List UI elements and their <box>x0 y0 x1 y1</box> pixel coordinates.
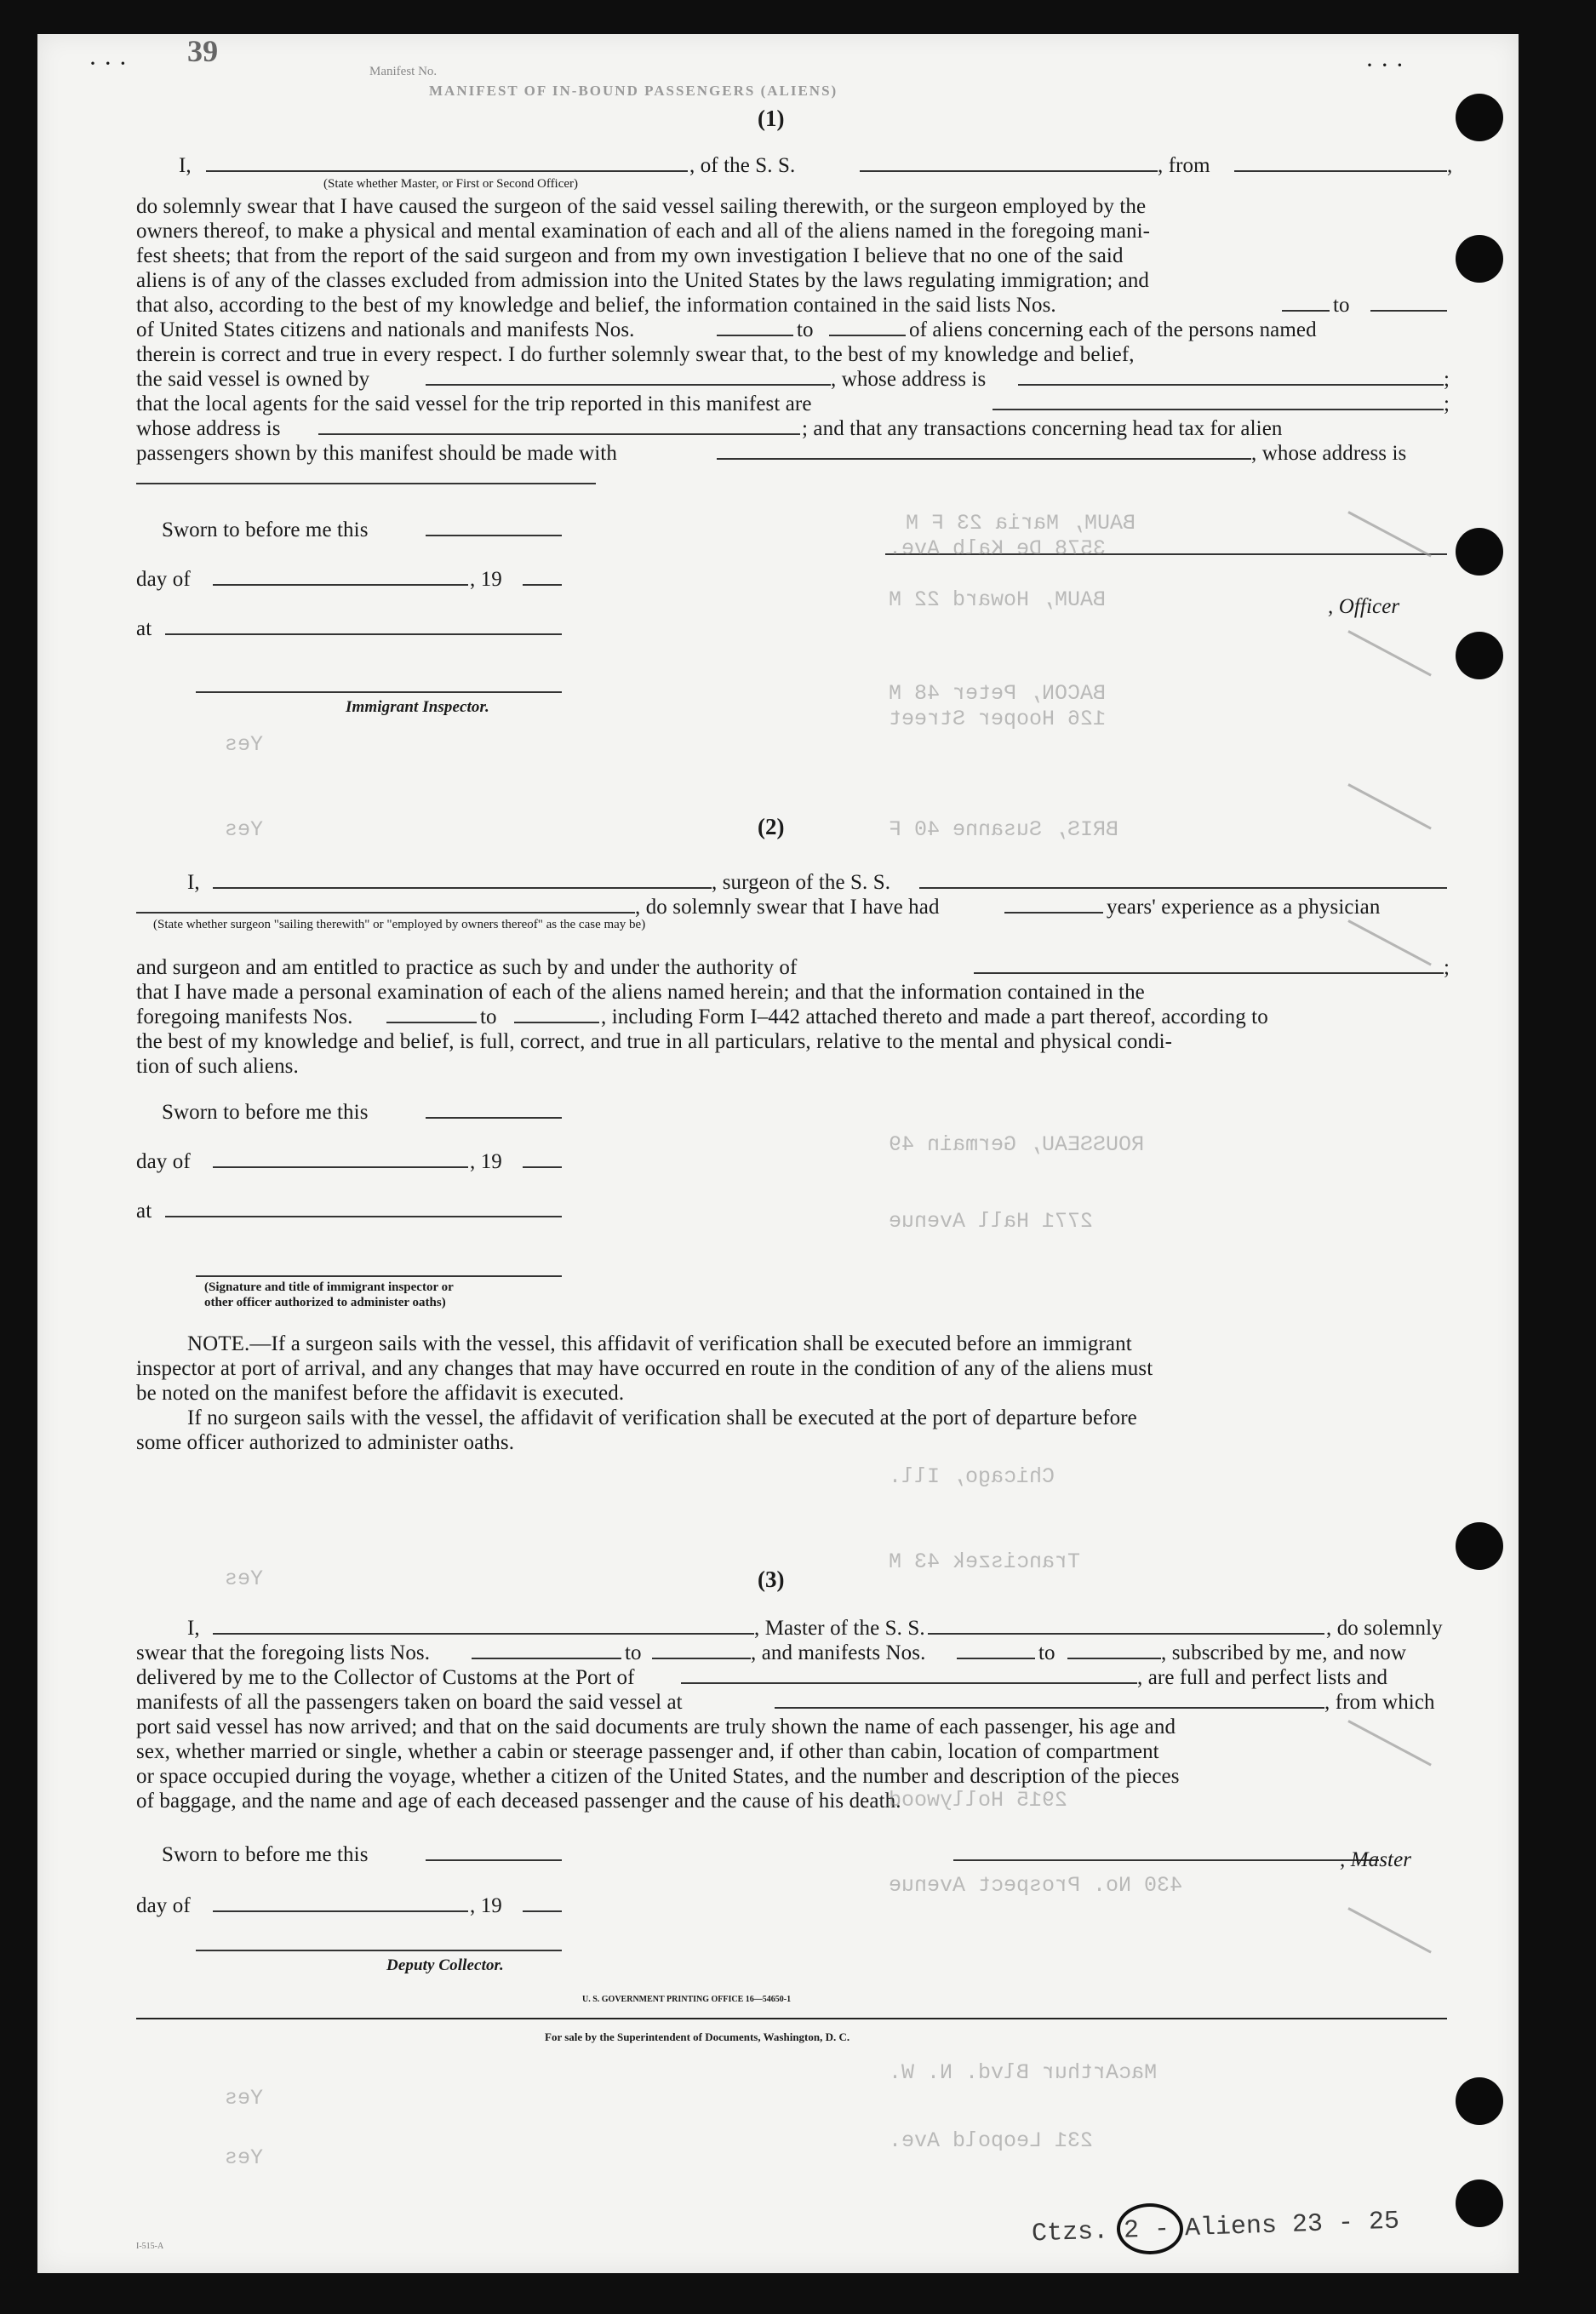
s2-year-blank[interactable] <box>523 1166 562 1168</box>
s3-manifest-to-blank[interactable] <box>1067 1658 1161 1659</box>
bleed-through-text: Yes <box>225 1567 264 1591</box>
s1-line: owners thereof, to make a physical and mental examination of each and all of the aliens named in the foregoing mani- <box>136 220 1151 243</box>
section-1-heading: (1) <box>758 106 785 131</box>
form-number: I-515-A <box>136 2242 164 2251</box>
bleed-through-text: 126 Hooper Street <box>889 707 1107 731</box>
s1-agents-address-blank[interactable] <box>318 433 800 435</box>
note-line: be noted on the manifest before the affidavit is executed. <box>136 1382 625 1405</box>
page-corner-dots: · · · <box>89 49 128 77</box>
s1-line: whose address is <box>136 417 281 440</box>
s3-i: I, <box>187 1617 200 1640</box>
s2-including: , including Form I–442 attached thereto and made a part thereof, according to <box>601 1005 1268 1028</box>
s1-at: at <box>136 617 152 640</box>
s1-line: of United States citizens and nationals and manifests Nos. <box>136 318 635 341</box>
s2-years-blank[interactable] <box>1004 912 1103 914</box>
s1-line: do solemnly swear that I have caused the surgeon of the said vessel sailing therewith, or the surgeon employed by the <box>136 195 1147 218</box>
s3-subscribed: , subscribed by me, and now <box>1161 1641 1407 1664</box>
s3-port-blank[interactable] <box>681 1682 1137 1684</box>
s3-sworn: Sworn to before me this <box>162 1843 369 1866</box>
s3-line: sex, whether married or single, whether a cabin or steerage passenger and, if other than cabin, location of compartment <box>136 1740 1159 1763</box>
pencil-stroke <box>1347 630 1432 676</box>
pencil-stroke <box>1347 783 1432 829</box>
section-3-heading: (3) <box>758 1567 785 1592</box>
s2-line: the best of my knowledge and belief, is full, correct, and true in all particulars, relative to the mental and physical condi- <box>136 1030 1173 1053</box>
s1-officer-label: , Officer <box>1328 595 1400 618</box>
bleed-through-text: MacArthur Blvd. N. W. <box>889 2060 1158 2085</box>
s2-line: and surgeon and am entitled to practice as such by and under the authority of <box>136 956 798 979</box>
s1-line: fest sheets; that from the report of the said surgeon and from my own investigation I believe that no one of the said <box>136 244 1124 267</box>
bleed-through-text: 231 Leopold Ave. <box>889 2128 1094 2153</box>
s1-list-from-blank[interactable] <box>1282 310 1330 312</box>
s1-from: , from <box>1158 154 1210 177</box>
s1-semicolon: ; <box>1444 368 1450 391</box>
bleed-through-text: Chicago, Ill. <box>889 1464 1055 1489</box>
s2-i: I, <box>187 871 200 894</box>
s1-line: the said vessel is owned by <box>136 368 370 391</box>
bleed-through-text: BRIS, Susanne 40 F <box>889 817 1119 842</box>
s2-caption: (State whether surgeon "sailing therewith" or "employed by owners thereof" as the case may be) <box>153 918 646 931</box>
bleed-through-text: Tranciszek 43 M <box>889 1549 1081 1574</box>
s3-year-blank[interactable] <box>523 1910 562 1912</box>
s2-surgeon-of: , surgeon of the S. S. <box>712 871 891 894</box>
s2-caption-sig1: (Signature and title of immigrant inspector or <box>204 1280 454 1294</box>
s1-head-tax: ; and that any transactions concerning head tax for alien <box>802 417 1283 440</box>
s1-manifest-from-blank[interactable] <box>717 335 793 336</box>
s1-semicolon2: ; <box>1444 392 1450 415</box>
note-line: inspector at port of arrival, and any changes that may have occurred en route in the condition of any of the aliens must <box>136 1357 1153 1380</box>
note-line: NOTE.—If a surgeon sails with the vessel, this affidavit of verification shall be executed before an immigrant <box>187 1332 1132 1355</box>
gpo-imprint: U. S. GOVERNMENT PRINTING OFFICE 16—54650-1 <box>582 1995 792 2004</box>
s2-authority-blank[interactable] <box>974 972 1444 974</box>
s1-from-blank[interactable] <box>1234 170 1447 172</box>
s2-day-blank[interactable] <box>213 1166 468 1168</box>
bleed-through-text: Yes <box>225 2145 264 2170</box>
bleed-through-text: ROUSSEAU, Germain 49 <box>889 1132 1145 1157</box>
s1-of-aliens: of aliens concerning each of the persons named <box>909 318 1317 341</box>
s3-line: swear that the foregoing lists Nos. <box>136 1641 431 1664</box>
s3-line: of baggage, and the name and age of each deceased passenger and the cause of his death. <box>136 1790 901 1813</box>
s3-line: port said vessel has now arrived; and that on the said documents are truly shown the name of each passenger, his age and <box>136 1715 1176 1738</box>
s3-master-label: , Master <box>1340 1848 1412 1871</box>
punch-hole <box>1456 235 1503 283</box>
s2-sworn: Sworn to before me this <box>162 1101 369 1124</box>
s2-manifest-to-blank[interactable] <box>514 1022 599 1023</box>
s1-day-of: day of <box>136 568 191 591</box>
s1-officer-blank[interactable] <box>206 170 688 172</box>
s1-owner-address-blank[interactable] <box>1018 384 1444 386</box>
s1-comma: , <box>1447 154 1453 177</box>
s2-semicolon: ; <box>1444 956 1450 979</box>
s2-ship-blank[interactable] <box>919 887 1447 889</box>
punch-hole <box>1456 94 1503 141</box>
sheet-title: MANIFEST OF IN-BOUND PASSENGERS (ALIENS) <box>429 83 838 99</box>
s1-ship-blank[interactable] <box>860 170 1158 172</box>
s2-do-swear: , do solemnly swear that I have had <box>635 896 940 919</box>
s1-sworn: Sworn to before me this <box>162 518 369 541</box>
punch-hole <box>1456 2179 1503 2227</box>
bleed-through-text: BAUM, Howard 22 M <box>889 587 1107 612</box>
s1-to: to <box>1333 294 1350 317</box>
s1-line: that also, according to the best of my knowledge and belief, the information contained in the said lists Nos. <box>136 294 1056 317</box>
s1-day-blank[interactable] <box>213 584 468 586</box>
s3-departure-port-blank[interactable] <box>775 1707 1324 1709</box>
pencil-stroke <box>1347 1907 1432 1953</box>
punch-hole <box>1456 632 1503 679</box>
bleed-through-text: Yes <box>225 2086 264 2111</box>
s3-day-blank[interactable] <box>213 1910 468 1912</box>
s3-to2: to <box>1038 1641 1055 1664</box>
s3-list-from-blank[interactable] <box>472 1658 621 1659</box>
s2-caption-sig2: other officer authorized to administer oaths) <box>204 1296 446 1309</box>
s3-nineteen: , 19 <box>470 1894 502 1917</box>
bleed-through-text: Yes <box>225 732 264 757</box>
s3-from-which: , from which <box>1324 1691 1435 1714</box>
s3-deputy-collector: Deputy Collector. <box>386 1956 504 1974</box>
s1-at-blank[interactable] <box>165 633 562 635</box>
note-line: If no surgeon sails with the vessel, the affidavit of verification shall be executed at the port of departure before <box>187 1406 1137 1429</box>
bleed-through-text: 2771 Hall Avenue <box>889 1209 1094 1234</box>
s3-to: to <box>625 1641 642 1664</box>
s1-year-blank[interactable] <box>523 584 562 586</box>
bleed-through-text: 3578 De Kalb Ave. <box>889 536 1107 561</box>
bleed-through-text: Yes <box>225 817 264 842</box>
s2-years: years' experience as a physician <box>1107 896 1381 919</box>
s3-do-solemnly: , do solemnly <box>1326 1617 1443 1640</box>
bleed-through-text: 2915 Hollywood <box>889 1788 1068 1813</box>
s3-and-manifests: , and manifests Nos. <box>751 1641 926 1664</box>
pencil-stroke <box>1347 919 1432 965</box>
bottom-typed-summary: Ctzs. 2 - Aliens 23 - 25 <box>1031 2207 1400 2249</box>
punch-hole <box>1456 528 1503 576</box>
s2-at: at <box>136 1200 152 1223</box>
s2-line: that I have made a personal examination of each of the aliens named herein; and that the information contained in the <box>136 981 1145 1004</box>
s2-at-blank[interactable] <box>165 1216 562 1217</box>
s2-type-blank[interactable] <box>136 912 635 914</box>
s2-surgeon-name-blank[interactable] <box>213 887 712 889</box>
s1-address-line-blank[interactable] <box>136 483 596 484</box>
bleed-through-text: BAUM, Maria 23 F M <box>906 511 1136 536</box>
s2-sworn-blank[interactable] <box>426 1117 562 1119</box>
punch-hole <box>1456 1522 1503 1570</box>
s2-to: to <box>480 1005 497 1028</box>
s3-line: or space occupied during the voyage, whether a citizen of the United States, and the number and description of the pieces <box>136 1765 1180 1788</box>
s2-manifest-from-blank[interactable] <box>386 1022 477 1023</box>
pencil-stroke <box>1347 511 1432 557</box>
s1-whose-address: , whose address is <box>831 368 987 391</box>
s1-manifest-to-blank[interactable] <box>829 335 906 336</box>
section-2-heading: (2) <box>758 814 785 839</box>
s3-sworn-blank[interactable] <box>426 1859 562 1861</box>
s3-collector-blank[interactable] <box>196 1950 562 1951</box>
s1-list-to-blank[interactable] <box>1370 310 1447 312</box>
s1-caption: (State whether Master, or First or Second Officer) <box>323 177 579 191</box>
s3-list-to-blank[interactable] <box>652 1658 751 1659</box>
s1-line: passengers shown by this manifest should be made with <box>136 442 617 465</box>
s3-master-name-blank[interactable] <box>213 1633 754 1635</box>
for-sale-line: For sale by the Superintendent of Documents, Washington, D. C. <box>545 2030 850 2043</box>
s2-line: foregoing manifests Nos. <box>136 1005 353 1028</box>
page-number: 39 <box>187 34 219 68</box>
s3-ship-blank[interactable] <box>928 1633 1324 1635</box>
s2-signature-blank[interactable] <box>196 1275 562 1277</box>
note-line: some officer authorized to administer oaths. <box>136 1431 515 1454</box>
s1-i: I, <box>179 154 192 177</box>
s1-owner-blank[interactable] <box>426 384 831 386</box>
s3-manifest-from-blank[interactable] <box>957 1658 1035 1659</box>
circled-count <box>1117 2203 1183 2254</box>
s2-day-of: day of <box>136 1150 191 1173</box>
s2-line: tion of such aliens. <box>136 1055 299 1078</box>
s1-inspector-blank[interactable] <box>196 691 562 693</box>
manifest-no-label: Manifest No. <box>369 65 438 78</box>
s1-to2: to <box>797 318 814 341</box>
s1-whose-address2: , whose address is <box>1251 442 1407 465</box>
s1-head-tax-blank[interactable] <box>717 458 1251 460</box>
s3-master-signature-blank[interactable] <box>953 1859 1379 1861</box>
s3-line: delivered by me to the Collector of Customs at the Port of <box>136 1666 635 1689</box>
footer-rule <box>136 2018 1447 2019</box>
s1-agents-blank[interactable] <box>992 409 1444 410</box>
s2-nineteen: , 19 <box>470 1150 502 1173</box>
s1-of-ss: , of the S. S. <box>689 154 796 177</box>
bleed-through-text: 430 No. Prospect Avenue <box>889 1873 1183 1898</box>
manifest-sheet <box>37 34 1519 2273</box>
s1-line: that the local agents for the said vessel for the trip reported in this manifest are <box>136 392 812 415</box>
s1-line: therein is correct and true in every respect. I do further solemnly swear that, to the best of my knowledge and belief, <box>136 343 1135 366</box>
s3-are-full: , are full and perfect lists and <box>1137 1666 1388 1689</box>
pencil-stroke <box>1347 1720 1432 1766</box>
s1-nineteen: , 19 <box>470 568 502 591</box>
s3-master-of: , Master of the S. S. <box>754 1617 925 1640</box>
s1-sworn-blank[interactable] <box>426 535 562 536</box>
bleed-through-text: BACON, Peter 48 M <box>889 681 1107 706</box>
s1-immigrant-inspector: Immigrant Inspector. <box>346 698 489 716</box>
s3-line: manifests of all the passengers taken on board the said vessel at <box>136 1691 683 1714</box>
s1-line: aliens is of any of the classes excluded from admission into the United States by the laws regulating immigration; and <box>136 269 1150 292</box>
corner-dots: · · · <box>1365 51 1404 79</box>
s3-day-of: day of <box>136 1894 191 1917</box>
punch-hole <box>1456 2077 1503 2125</box>
